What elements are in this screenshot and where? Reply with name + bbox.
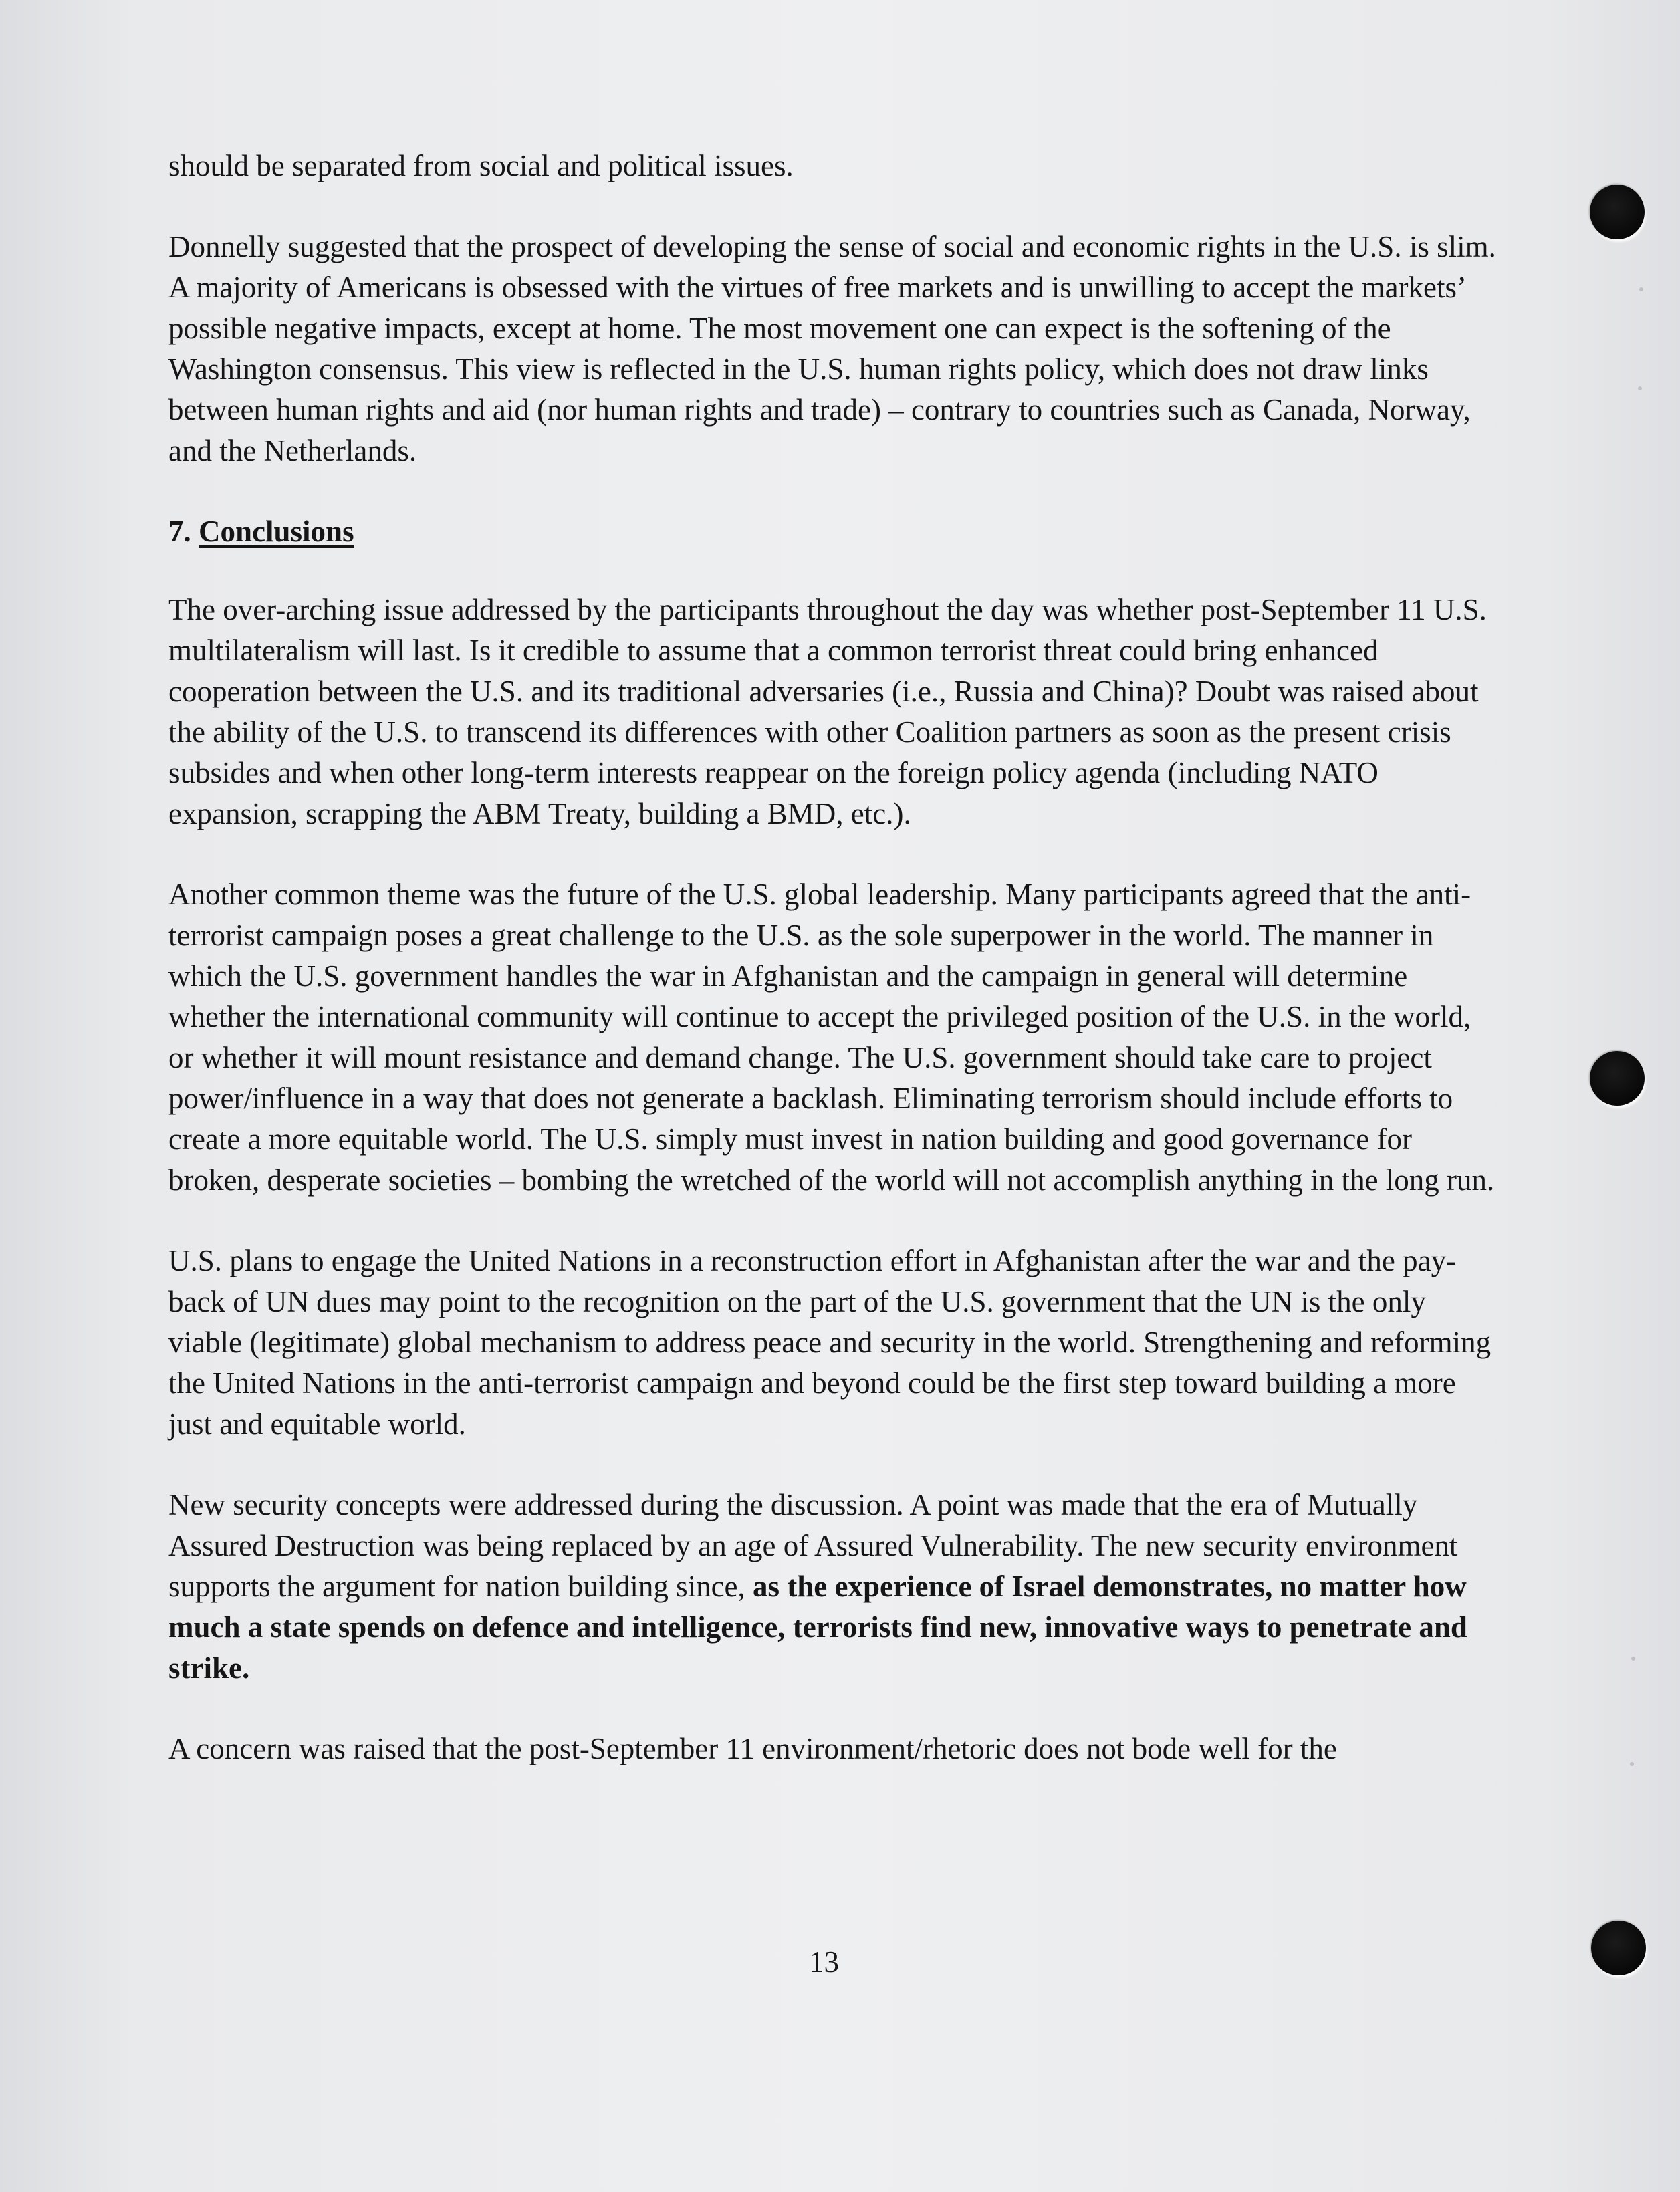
paragraph-united-nations: U.S. plans to engage the United Nations in a reconstruction effort in Afghanistan after the war and the pay-back of UN dues may point to the recognition on the part of the U.S. government that the UN is the only viable (legitimate) global mechanism to address peace and security in the world. Strengthening and reforming the United Nations in the anti-terrorist campaign and beyond could be the first step toward building a more just and equitable world. — [168, 1244, 1491, 1441]
paragraph-donnelly: Donnelly suggested that the prospect of developing the sense of social and economic rights in the U.S. is slim. A majority of Americans is obsessed with the virtues of free markets and is unwilling to accept the markets’ possible negative impacts, except at home. The most movement one can expect is the softening of the Washington consensus. This view is reflected in the U.S. human rights policy, which does not draw links between human rights and aid (nor human rights and trade) – contrary to countries such as Canada, Norway, and the Netherlands. — [168, 230, 1496, 467]
paragraph-final: A concern was raised that the post-September 11 environment/rhetoric does not bode well for the — [168, 1732, 1337, 1765]
page-number: 13 — [809, 1945, 839, 1979]
paper-speck — [1639, 287, 1643, 291]
security-bold-text: as the experience of Israel demonstrates, no matter how much a state spends on defence and intelligence, terrorists find new, innovative ways to penetrate and strike. — [168, 1570, 1467, 1685]
section-number: 7. — [168, 515, 191, 548]
punch-hole-bottom — [1591, 1921, 1646, 1975]
document-body — [168, 146, 1499, 1810]
paper-speck — [1638, 386, 1642, 390]
paper-speck — [1630, 1762, 1634, 1766]
paragraph-multilateralism: The over-arching issue addressed by the participants throughout the day was whether post-September 11 U.S. multilateralism will last. Is it credible to assume that a common terrorist threat could bring enhanced cooperation between the U.S. and its traditional adversaries (i.e., Russia and China)? Doubt was raised about the ability of the U.S. to transcend its differences with other Coalition partners as soon as the present crisis subsides and when other long-term interests reappear on the foreign policy agenda (including NATO expansion, scrapping the ABM Treaty, building a BMD, etc.). — [168, 593, 1487, 830]
paper-speck — [1631, 1657, 1635, 1661]
section-heading — [168, 511, 1499, 552]
section-title: Conclusions — [199, 515, 354, 548]
security-text: New security concepts were addressed during the discussion. A point was made that the era of Mutually Assured Destruction was being replaced by an age of Assured Vulnerability. The new security environment supports the argument for nation building since, — [168, 1488, 1458, 1603]
paragraph-global-leadership: Another common theme was the future of the U.S. global leadership. Many participants agreed that the anti-terrorist campaign poses a great challenge to the U.S. as the sole superpower in the world. The manner in which the U.S. government handles the war in Afghanistan and the campaign in general will determine whether the international community will continue to accept the privileged position of the U.S. in the world, or whether it will mount resistance and demand change. The U.S. government should take care to project power/influence in a way that does not generate a backlash. Eliminating terrorism should include efforts to create a more equitable world. The U.S. simply must invest in nation building and good governance for broken, desperate societies – bombing the wretched of the world will not accomplish anything in the long run. — [168, 878, 1495, 1197]
paragraph-security-concepts — [168, 1485, 1499, 1689]
punch-hole-top — [1590, 185, 1645, 239]
punch-hole-middle — [1590, 1051, 1645, 1106]
paragraph-continuation: should be separated from social and political issues. — [168, 149, 794, 182]
